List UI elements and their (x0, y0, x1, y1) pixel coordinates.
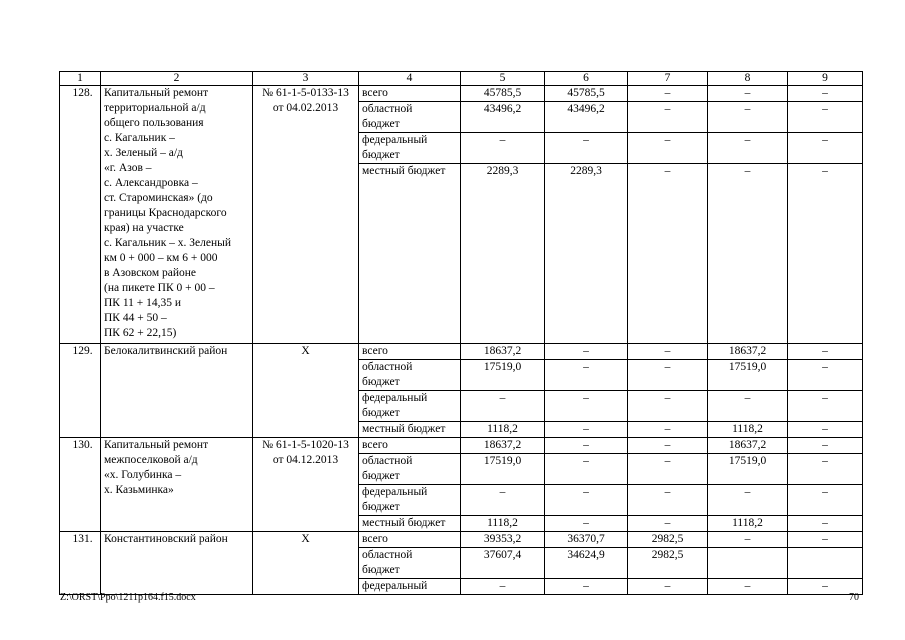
amount-cell-c5: 43496,2 (461, 102, 545, 133)
amount-cell-c9: – (788, 164, 863, 344)
object-name: Белокалитвинский район (101, 344, 253, 438)
amount-cell-c7: – (628, 391, 708, 422)
amount-cell-c5: 37607,4 (461, 548, 545, 579)
amount-cell-c6: – (545, 438, 628, 454)
amount-cell-c9: – (788, 532, 863, 548)
funding-source-label: федеральный бюджет (359, 485, 461, 516)
amount-cell-c8: – (708, 164, 788, 344)
budget-table (59, 71, 863, 595)
expertise-code: Х (253, 344, 359, 438)
funding-source-label: всего (359, 438, 461, 454)
table-row (60, 86, 863, 102)
amount-cell-c5: 1118,2 (461, 422, 545, 438)
amount-cell-c5: – (461, 391, 545, 422)
amount-cell-c6: – (545, 391, 628, 422)
amount-cell-c8: 1118,2 (708, 422, 788, 438)
funding-source-label: местный бюджет (359, 422, 461, 438)
amount-cell-c6: – (545, 516, 628, 532)
table-row (60, 344, 863, 360)
amount-cell-c7: – (628, 102, 708, 133)
amount-cell-c9: – (788, 516, 863, 532)
funding-source-label: областной бюджет (359, 548, 461, 579)
amount-cell-c8: 18637,2 (708, 344, 788, 360)
expertise-code: Х (253, 532, 359, 595)
amount-cell-c8: – (708, 102, 788, 133)
amount-cell-c6: 45785,5 (545, 86, 628, 102)
amount-cell-c5: 45785,5 (461, 86, 545, 102)
funding-source-label: местный бюджет (359, 516, 461, 532)
amount-cell-c7: – (628, 344, 708, 360)
amount-cell-c6: – (545, 360, 628, 391)
object-name: Константиновский район (101, 532, 253, 595)
amount-cell-c8: 17519,0 (708, 454, 788, 485)
amount-cell-c6: – (545, 133, 628, 164)
amount-cell-c9: – (788, 133, 863, 164)
amount-cell-c7: 2982,5 (628, 548, 708, 579)
funding-source-label: областной бюджет (359, 102, 461, 133)
amount-cell-c6: – (545, 579, 628, 595)
amount-cell-c5: 1118,2 (461, 516, 545, 532)
row-number: 131. (60, 532, 101, 595)
amount-cell-c8: – (708, 391, 788, 422)
amount-cell-c9: – (788, 360, 863, 391)
funding-source-label: областной бюджет (359, 454, 461, 485)
amount-cell-c7: – (628, 422, 708, 438)
amount-cell-c5: 18637,2 (461, 438, 545, 454)
row-number: 128. (60, 86, 101, 344)
funding-source-label: федеральный (359, 579, 461, 595)
amount-cell-c6: – (545, 422, 628, 438)
expertise-code: № 61-1-5-1020-13 от 04.12.2013 (253, 438, 359, 532)
amount-cell-c5: 17519,0 (461, 360, 545, 391)
funding-source-label: федеральный бюджет (359, 391, 461, 422)
amount-cell-c7: – (628, 516, 708, 532)
amount-cell-c9: – (788, 438, 863, 454)
header-cell: 4 (359, 72, 461, 86)
amount-cell-c8: – (708, 86, 788, 102)
amount-cell-c9: – (788, 579, 863, 595)
amount-cell-c8 (708, 548, 788, 579)
funding-source-label: местный бюджет (359, 164, 461, 344)
header-row (60, 72, 863, 86)
amount-cell-c9 (788, 548, 863, 579)
funding-source-label: всего (359, 532, 461, 548)
amount-cell-c9: – (788, 485, 863, 516)
amount-cell-c8: – (708, 532, 788, 548)
row-number: 130. (60, 438, 101, 532)
table-row (60, 438, 863, 454)
funding-source-label: федеральный бюджет (359, 133, 461, 164)
amount-cell-c7: 2982,5 (628, 532, 708, 548)
amount-cell-c9: – (788, 391, 863, 422)
amount-cell-c7: – (628, 438, 708, 454)
header-cell: 9 (788, 72, 863, 86)
amount-cell-c9: – (788, 102, 863, 133)
amount-cell-c7: – (628, 164, 708, 344)
funding-source-label: всего (359, 86, 461, 102)
amount-cell-c7: – (628, 360, 708, 391)
amount-cell-c8: – (708, 485, 788, 516)
amount-cell-c5: – (461, 485, 545, 516)
page-number: 70 (849, 592, 859, 603)
row-number: 129. (60, 344, 101, 438)
amount-cell-c8: – (708, 579, 788, 595)
amount-cell-c8: 17519,0 (708, 360, 788, 391)
header-cell: 1 (60, 72, 101, 86)
amount-cell-c5: 39353,2 (461, 532, 545, 548)
header-cell: 2 (101, 72, 253, 86)
amount-cell-c7: – (628, 579, 708, 595)
amount-cell-c8: – (708, 133, 788, 164)
object-name: Капитальный ремонт межпоселковой а/д «х. Голубинка – х. Казьминка» (101, 438, 253, 532)
amount-cell-c8: 18637,2 (708, 438, 788, 454)
amount-cell-c8: 1118,2 (708, 516, 788, 532)
expertise-code: № 61-1-5-0133-13 от 04.02.2013 (253, 86, 359, 344)
amount-cell-c7: – (628, 454, 708, 485)
amount-cell-c6: 2289,3 (545, 164, 628, 344)
amount-cell-c5: 18637,2 (461, 344, 545, 360)
amount-cell-c6: – (545, 454, 628, 485)
header-cell: 8 (708, 72, 788, 86)
amount-cell-c7: – (628, 133, 708, 164)
amount-cell-c5: – (461, 133, 545, 164)
amount-cell-c9: – (788, 344, 863, 360)
amount-cell-c6: – (545, 485, 628, 516)
amount-cell-c5: – (461, 579, 545, 595)
object-name: Капитальный ремонт территориальной а/д общего пользования с. Кагальник – х. Зеленый – а/д «г. Азов – с. Александровка – ст. Староминская» (до границы Краснодарского края) на участке с. Кагальник – х. Зеленый км 0 + 000 – км 6 + 000 в Азовском районе (на пикете ПК 0 + 00 – ПК 11 + 14,35 и ПК 44 + 50 – ПК 62 + 22,15) (101, 86, 253, 344)
amount-cell-c6: 34624,9 (545, 548, 628, 579)
amount-cell-c9: – (788, 454, 863, 485)
funding-source-label: всего (359, 344, 461, 360)
amount-cell-c7: – (628, 86, 708, 102)
amount-cell-c6: 36370,7 (545, 532, 628, 548)
footer-file-path: Z:\ORST\Ppo\1211p164.f15.docx (60, 592, 196, 603)
amount-cell-c6: 43496,2 (545, 102, 628, 133)
header-cell: 5 (461, 72, 545, 86)
funding-source-label: областной бюджет (359, 360, 461, 391)
header-cell: 7 (628, 72, 708, 86)
amount-cell-c7: – (628, 485, 708, 516)
amount-cell-c5: 2289,3 (461, 164, 545, 344)
header-cell: 3 (253, 72, 359, 86)
amount-cell-c9: – (788, 422, 863, 438)
header-cell: 6 (545, 72, 628, 86)
amount-cell-c5: 17519,0 (461, 454, 545, 485)
table-row (60, 532, 863, 548)
amount-cell-c9: – (788, 86, 863, 102)
amount-cell-c6: – (545, 344, 628, 360)
